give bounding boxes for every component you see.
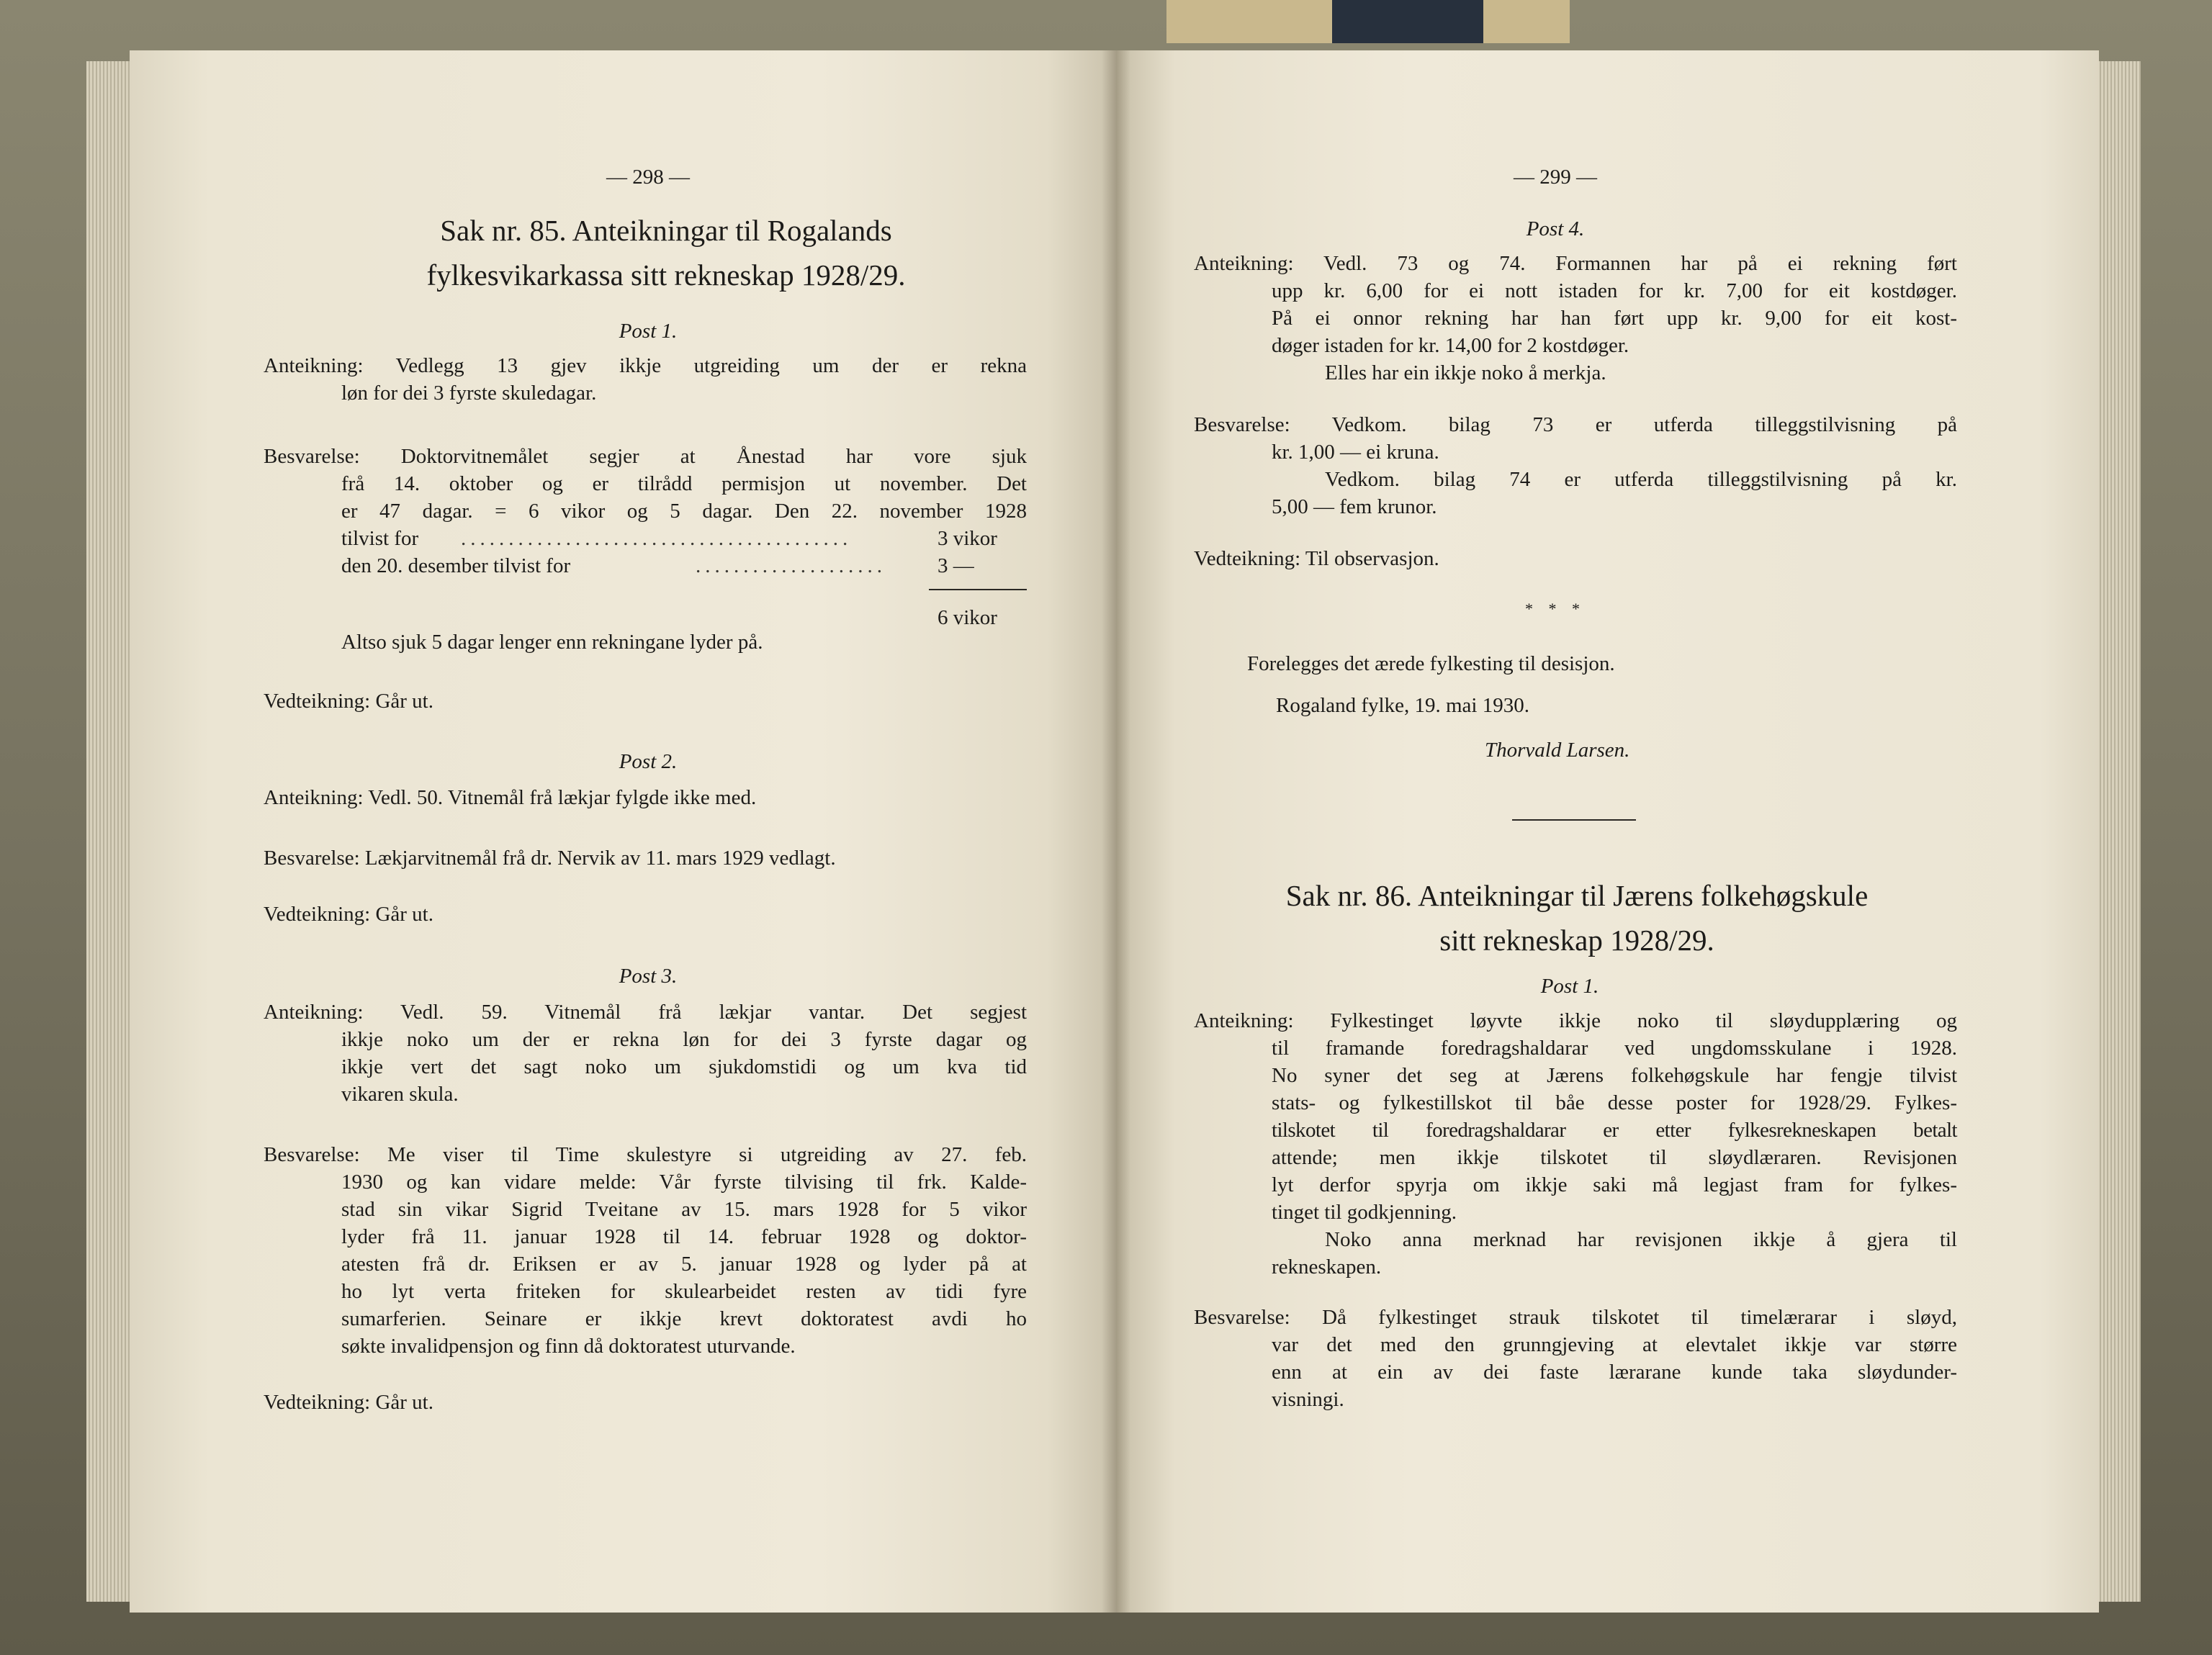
altso-line: Altso sjuk 5 dagar lenger enn rekningane lyder på. bbox=[341, 631, 763, 654]
page-edges-left bbox=[86, 61, 131, 1602]
post4-besvarelse-line3: Vedkom. bilag 74 er utferda tilleggstilvisning på kr. bbox=[1325, 468, 1957, 491]
post4-anteikning-line4: døger istaden for kr. 14,00 for 2 kostdøger. bbox=[1272, 334, 1629, 357]
post3-besvarelse-line7: sumarferien. Seinare er ikkje krevt doktoratest avdi ho bbox=[341, 1307, 1027, 1330]
sak86-anteikning-line9: Noko anna merknad har revisjonen ikkje å gjera til bbox=[1325, 1228, 1957, 1251]
place-date: Rogaland fylke, 19. mai 1930. bbox=[1276, 694, 1529, 717]
signature-thorvald-larsen: Thorvald Larsen. bbox=[1485, 739, 1630, 762]
heading-sak-86-line2: sitt rekneskap 1928/29. bbox=[1439, 924, 1714, 957]
post1-anteikning-line1: Anteikning: Vedlegg 13 gjev ikkje utgreiding um der er rekna bbox=[264, 354, 1027, 377]
sak86-anteikning-line5: tilskotet til foredragshaldarar er etter fylkesrekneskapen betalt bbox=[1272, 1119, 1957, 1142]
section-stars: * * * bbox=[1525, 600, 1586, 618]
page-number-right: — 299 — bbox=[1514, 166, 1597, 189]
post3-anteikning-line4: vikaren skula. bbox=[341, 1083, 459, 1106]
post3-besvarelse-line8: søkte invalidpensjon og finn då doktoratest uturvande. bbox=[341, 1335, 796, 1358]
tilvist-total: 6 vikor bbox=[938, 606, 997, 629]
page-tab-dark bbox=[1332, 0, 1483, 43]
post3-besvarelse-line5: atesten frå dr. Eriksen er av 5. januar 1928 og lyder på at bbox=[341, 1253, 1027, 1276]
post4-vedteikning: Vedteikning: Til observasjon. bbox=[1194, 547, 1439, 570]
post4-anteikning-line1: Anteikning: Vedl. 73 og 74. Formannen har på ei rekning ført bbox=[1194, 252, 1957, 275]
book-gutter bbox=[1102, 50, 1130, 1613]
post4-besvarelse-line1: Besvarelse: Vedkom. bilag 73 er utferda tilleggstilvisning på bbox=[1194, 413, 1957, 436]
sak86-anteikning-line7: lyt derfor spyrja om ikkje saki må legjast fram for fylkes- bbox=[1272, 1173, 1957, 1196]
post1-vedteikning: Vedteikning: Går ut. bbox=[264, 690, 433, 713]
heading-sak-85-line2: fylkesvikarkassa sitt rekneskap 1928/29. bbox=[426, 258, 906, 292]
sak86-anteikning-line10: rekneskapen. bbox=[1272, 1255, 1382, 1279]
post4-besvarelse-line2: kr. 1,00 — ei kruna. bbox=[1272, 441, 1439, 464]
post1-anteikning-line2: løn for dei 3 fyrste skuledagar. bbox=[341, 382, 597, 405]
page-edges-right bbox=[2098, 61, 2141, 1602]
sak86-anteikning-line1: Anteikning: Fylkestinget løyvte ikkje noko til sløydupplæring og bbox=[1194, 1009, 1957, 1032]
post-1-label-right: Post 1. bbox=[1540, 975, 1599, 998]
post3-anteikning-line2: ikkje noko um der er rekna løn for dei 3 fyrste dagar og bbox=[341, 1028, 1027, 1051]
page-number-left: — 298 — bbox=[606, 166, 690, 189]
tilvist-1-value: 3 vikor bbox=[938, 527, 997, 550]
forelegges-line: Forelegges det ærede fylkesting til desisjon. bbox=[1247, 652, 1615, 675]
post4-anteikning-line5: Elles har ein ikkje noko å merkja. bbox=[1325, 361, 1606, 384]
section-divider bbox=[1512, 819, 1636, 821]
post1-besvarelse-line1: Besvarelse: Doktorvitnemålet segjer at Ånestad har vore sjuk bbox=[264, 445, 1027, 468]
post1-besvarelse-line2: frå 14. oktober og er tilrådd permisjon ut november. Det bbox=[341, 472, 1027, 495]
tilvist-2-label: den 20. desember tilvist for bbox=[341, 554, 571, 577]
post-3-label: Post 3. bbox=[619, 965, 678, 988]
dot-leader: .................... bbox=[696, 554, 886, 577]
post-4-label: Post 4. bbox=[1526, 217, 1585, 240]
heading-sak-86-line1: Sak nr. 86. Anteikningar til Jærens folkehøgskule bbox=[1285, 879, 1869, 912]
sak86-anteikning-line2: til framande foredragshaldarar ved ungdomsskulane i 1928. bbox=[1272, 1037, 1957, 1060]
post-1-label-left: Post 1. bbox=[619, 320, 678, 343]
sak86-anteikning-line4: stats- og fylkestillskot til båe desse poster for 1928/29. Fylkes- bbox=[1272, 1091, 1957, 1114]
post4-anteikning-line3: På ei onnor rekning har han ført upp kr. 9,00 for eit kost- bbox=[1272, 307, 1957, 330]
post2-vedteikning: Vedteikning: Går ut. bbox=[264, 903, 433, 926]
post3-anteikning-line1: Anteikning: Vedl. 59. Vitnemål frå lækjar vantar. Det segjest bbox=[264, 1001, 1027, 1024]
sak86-besvarelse-line1: Besvarelse: Då fylkestinget strauk tilskotet til timelærarar i sløyd, bbox=[1194, 1306, 1957, 1329]
sum-rule bbox=[929, 589, 1027, 590]
tilvist-2-value: 3 — bbox=[938, 554, 974, 577]
post-2-label: Post 2. bbox=[619, 750, 678, 773]
sak86-anteikning-line6: attende; men ikkje tilskotet til sløydlæraren. Revisjonen bbox=[1272, 1146, 1957, 1169]
tilvist-1-label: tilvist for bbox=[341, 527, 419, 550]
post4-besvarelse-line4: 5,00 — fem krunor. bbox=[1272, 495, 1437, 518]
post4-anteikning-line2: upp kr. 6,00 for ei nott istaden for kr. 7,00 for eit kostdøger. bbox=[1272, 279, 1957, 302]
post3-besvarelse-line1: Besvarelse: Me viser til Time skulestyre si utgreiding av 27. feb. bbox=[264, 1143, 1027, 1166]
sak86-anteikning-line8: tinget til godkjenning. bbox=[1272, 1201, 1457, 1224]
post2-besvarelse: Besvarelse: Lækjarvitnemål frå dr. Nervik av 11. mars 1929 vedlagt. bbox=[264, 847, 836, 870]
post3-besvarelse-line2: 1930 og kan vidare melde: Vår fyrste tilvising til frk. Kalde- bbox=[341, 1171, 1027, 1194]
dot-leader: ......................................... bbox=[461, 527, 853, 550]
post3-besvarelse-line4: lyder frå 11. januar 1928 til 14. februar 1928 og doktor- bbox=[341, 1225, 1027, 1248]
post3-anteikning-line3: ikkje vert det sagt noko um sjukdomstidi og um kva tid bbox=[341, 1055, 1027, 1078]
heading-sak-85-line1: Sak nr. 85. Anteikningar til Rogalands bbox=[440, 214, 892, 247]
post3-vedteikning: Vedteikning: Går ut. bbox=[264, 1391, 433, 1414]
sak86-besvarelse-line4: visningi. bbox=[1272, 1388, 1344, 1411]
sak86-besvarelse-line2: var det med den grunngjeving at elevtalet ikkje var større bbox=[1272, 1333, 1957, 1356]
post3-besvarelse-line3: stad sin vikar Sigrid Tveitane av 15. mars 1928 for 5 vikor bbox=[341, 1198, 1027, 1221]
post2-anteikning: Anteikning: Vedl. 50. Vitnemål frå lækjar fylgde ikke med. bbox=[264, 786, 757, 809]
post1-besvarelse-line3: er 47 dagar. = 6 vikor og 5 dagar. Den 22. november 1928 bbox=[341, 500, 1027, 523]
sak86-anteikning-line3: No syner det seg at Jærens folkehøgskule har fengje tilvist bbox=[1272, 1064, 1957, 1087]
post3-besvarelse-line6: ho lyt verta friteken for skulearbeidet resten av tidi fyre bbox=[341, 1280, 1027, 1303]
sak86-besvarelse-line3: enn at ein av dei faste lærarane kunde taka sløydunder- bbox=[1272, 1361, 1957, 1384]
